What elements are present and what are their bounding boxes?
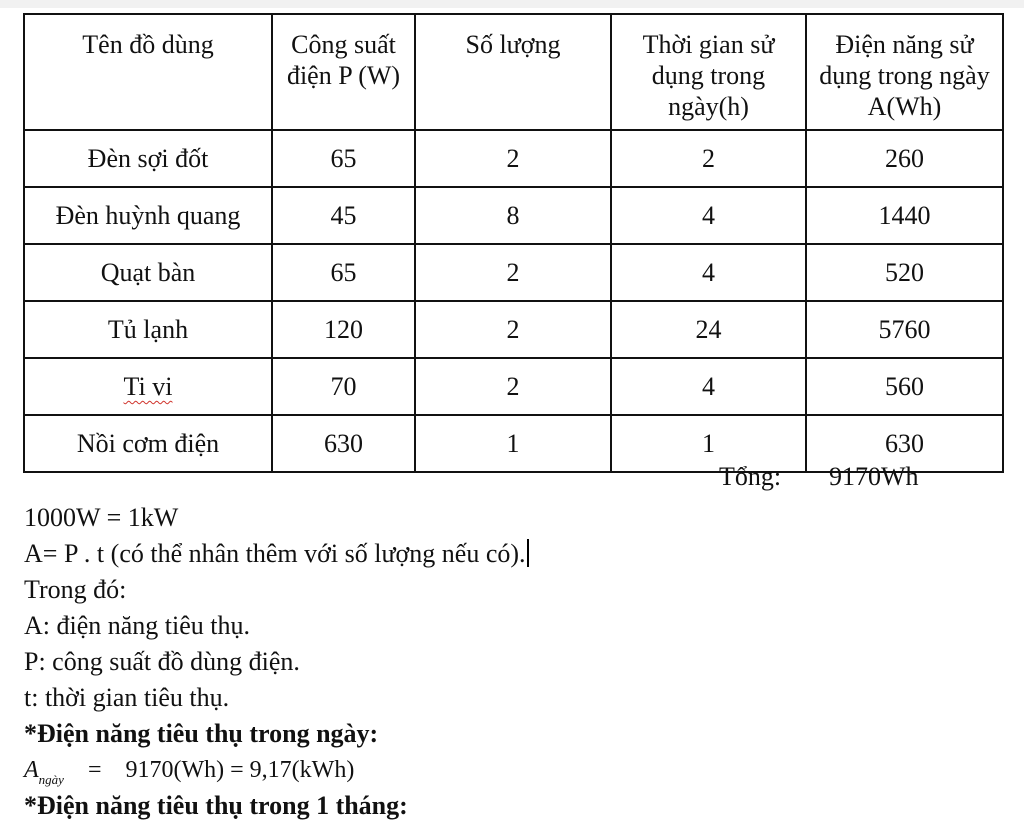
daily-subscript: ngày: [38, 772, 64, 787]
cell-device-name: Quạt bàn: [24, 244, 272, 301]
formula-line: A= P . t (có thể nhân thêm với số lượng nếu có).: [24, 539, 526, 568]
cell-usage-time: 4: [611, 358, 806, 415]
cell-quantity: 2: [415, 301, 611, 358]
cell-daily-energy: 630: [806, 415, 1003, 472]
notes-section: [24, 500, 529, 822]
daily-energy-formula: [24, 752, 529, 788]
table-header-row: [24, 14, 1003, 130]
daily-equals: =: [87, 757, 102, 783]
definition-a: A: điện năng tiêu thụ.: [24, 611, 251, 640]
cell-daily-energy: 5760: [806, 301, 1003, 358]
header-daily-energy: Điện năng sử dụng trong ngày A(Wh): [806, 14, 1003, 130]
cell-power: 65: [272, 130, 415, 187]
formula-line-wrapper[interactable]: [24, 536, 529, 572]
table-row: [24, 358, 1003, 415]
cell-power: 70: [272, 358, 415, 415]
total-value: 9170Wh: [829, 462, 919, 491]
cell-device-name: Đèn huỳnh quang: [24, 187, 272, 244]
cell-device-name: Tủ lạnh: [24, 301, 272, 358]
text-cursor: [527, 539, 529, 567]
table-row: [24, 187, 1003, 244]
daily-symbol: A: [24, 757, 39, 783]
energy-table: [23, 13, 1004, 473]
total-label: Tổng:: [719, 462, 782, 491]
cell-daily-energy: 520: [806, 244, 1003, 301]
header-device-name: Tên đồ dùng: [24, 14, 272, 130]
cell-quantity: 8: [415, 187, 611, 244]
daily-value: 9170(Wh) = 9,17(kWh): [125, 757, 355, 783]
header-power: Công suất điện P (W): [272, 14, 415, 130]
conversion-line: 1000W = 1kW: [24, 503, 179, 532]
cell-power: 120: [272, 301, 415, 358]
cell-usage-time: 4: [611, 244, 806, 301]
cell-quantity: 2: [415, 244, 611, 301]
header-usage-time: Thời gian sử dụng trong ngày(h): [611, 14, 806, 130]
table-row: [24, 301, 1003, 358]
cell-quantity: 2: [415, 130, 611, 187]
header-quantity: Số lượng: [415, 14, 611, 130]
cell-power: 630: [272, 415, 415, 472]
cell-quantity: 1: [415, 415, 611, 472]
where-line: Trong đó:: [24, 575, 127, 604]
cell-usage-time: 24: [611, 301, 806, 358]
table-row: [24, 244, 1003, 301]
cell-usage-time: 2: [611, 130, 806, 187]
daily-energy-heading: *Điện năng tiêu thụ trong ngày:: [24, 719, 379, 748]
cell-device-name: Nồi cơm điện: [24, 415, 272, 472]
table-row: [24, 130, 1003, 187]
cell-device-name: [24, 358, 272, 415]
spellcheck-underlined-text: Ti vi: [123, 372, 173, 401]
cell-daily-energy: 1440: [806, 187, 1003, 244]
monthly-energy-heading: *Điện năng tiêu thụ trong 1 tháng:: [24, 791, 408, 820]
cell-device-name: Đèn sợi đốt: [24, 130, 272, 187]
cell-quantity: 2: [415, 358, 611, 415]
definition-p: P: công suất đồ dùng điện.: [24, 647, 300, 676]
definition-t: t: thời gian tiêu thụ.: [24, 683, 230, 712]
cell-power: 45: [272, 187, 415, 244]
cell-daily-energy: 260: [806, 130, 1003, 187]
page-top-strip: [0, 0, 1024, 8]
cell-daily-energy: 560: [806, 358, 1003, 415]
cell-usage-time: 1: [611, 415, 806, 472]
cell-usage-time: 4: [611, 187, 806, 244]
cell-power: 65: [272, 244, 415, 301]
